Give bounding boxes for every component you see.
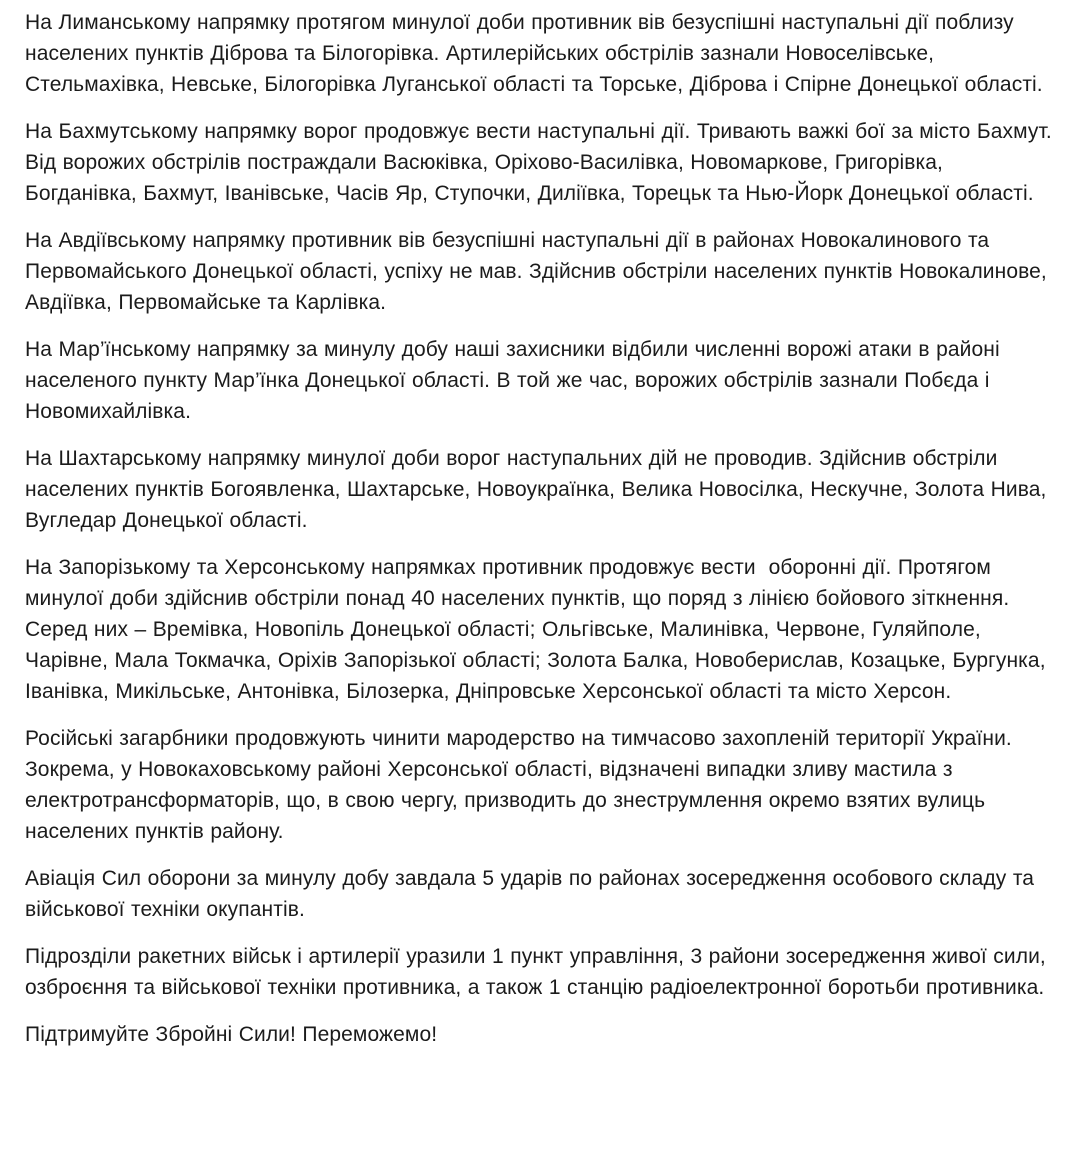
- report-paragraph: На Мар’їнському напрямку за минулу добу наші захисники відбили численні ворожі атаки в районі населеного пункту Мар’їнка Донецької області. В той же час, ворожих обстрілів зазнали Побєда і Новомихайлівка.: [25, 338, 1007, 423]
- report-paragraph: На Авдіївському напрямку противник вів безуспішні наступальні дії в районах Новокалинового та Первомайського Донецької області, успіху не мав. Здійснив обстріли населених пунктів Новокалинове, Авдіївка, Первомайське та Карлівка.: [25, 229, 1054, 314]
- report-paragraph: Підрозділи ракетних військ і артилерії уразили 1 пункт управління, 3 райони зосередження живої сили, озброєння та військової техніки противника, а також 1 станцію радіоелектронної боротьби противника.: [25, 945, 1053, 999]
- report-paragraph: На Лиманському напрямку протягом минулої доби противник вів безуспішні наступальні дії поблизу населених пунктів Діброва та Білогорівка. Артилерійських обстрілів зазнали Новоселівське, Стельмахівка, Невське, Білогорівка Луганської області та Торське, Діброва і Спірне Донецької області.: [25, 11, 1043, 96]
- report-paragraph: На Шахтарському напрямку минулої доби ворог наступальних дій не проводив. Здійснив обстріли населених пунктів Богоявленка, Шахтарське, Новоукраїнка, Велика Новосілка, Нескучне, Золота Нива, Вугледар Донецької області.: [25, 447, 1053, 532]
- report-paragraph: Авіація Сил оборони за минулу добу завдала 5 ударів по районах зосередження особового складу та військової техніки окупантів.: [25, 867, 1041, 921]
- report-paragraph: На Бахмутському напрямку ворог продовжує вести наступальні дії. Тривають важкі бої за місто Бахмут. Від ворожих обстрілів постраждали Васюківка, Оріхово-Василівка, Новомаркове, Григорівка, Богданівка, Бахмут, Іванівське, Часів Яр, Ступочки, Диліївка, Торецьк та Нью-Йорк Донецької області.: [25, 120, 1059, 205]
- report-paragraph: Підтримуйте Збройні Сили! Переможемо!: [25, 1023, 438, 1046]
- report-paragraph: На Запорізькому та Херсонському напрямках противник продовжує вести оборонні дії. Протягом минулої доби здійснив обстріли понад 40 населених пунктів, що поряд з лінією бойового зіткнення. Серед них – Времівка, Новопіль Донецької області; Ольгівське, Малинівка, Червоне, Гуляйполе, Чарівне, Мала Токмачка, Оріхів Запорізької області; Золота Балка, Новоберислав, Козацьке, Бургунка, Іванівка, Микільське, Антонівка, Білозерка, Дніпровське Херсонської області та місто Херсон.: [25, 556, 1053, 703]
- report-paragraph: Російські загарбники продовжують чинити мародерство на тимчасово захопленій території України. Зокрема, у Новокаховському районі Херсонської області, відзначені випадки зливу мастила з електротрансформаторів, що, в свою чергу, призводить до знеструмлення окремо взятих вулиць населених пунктів району.: [25, 727, 1019, 843]
